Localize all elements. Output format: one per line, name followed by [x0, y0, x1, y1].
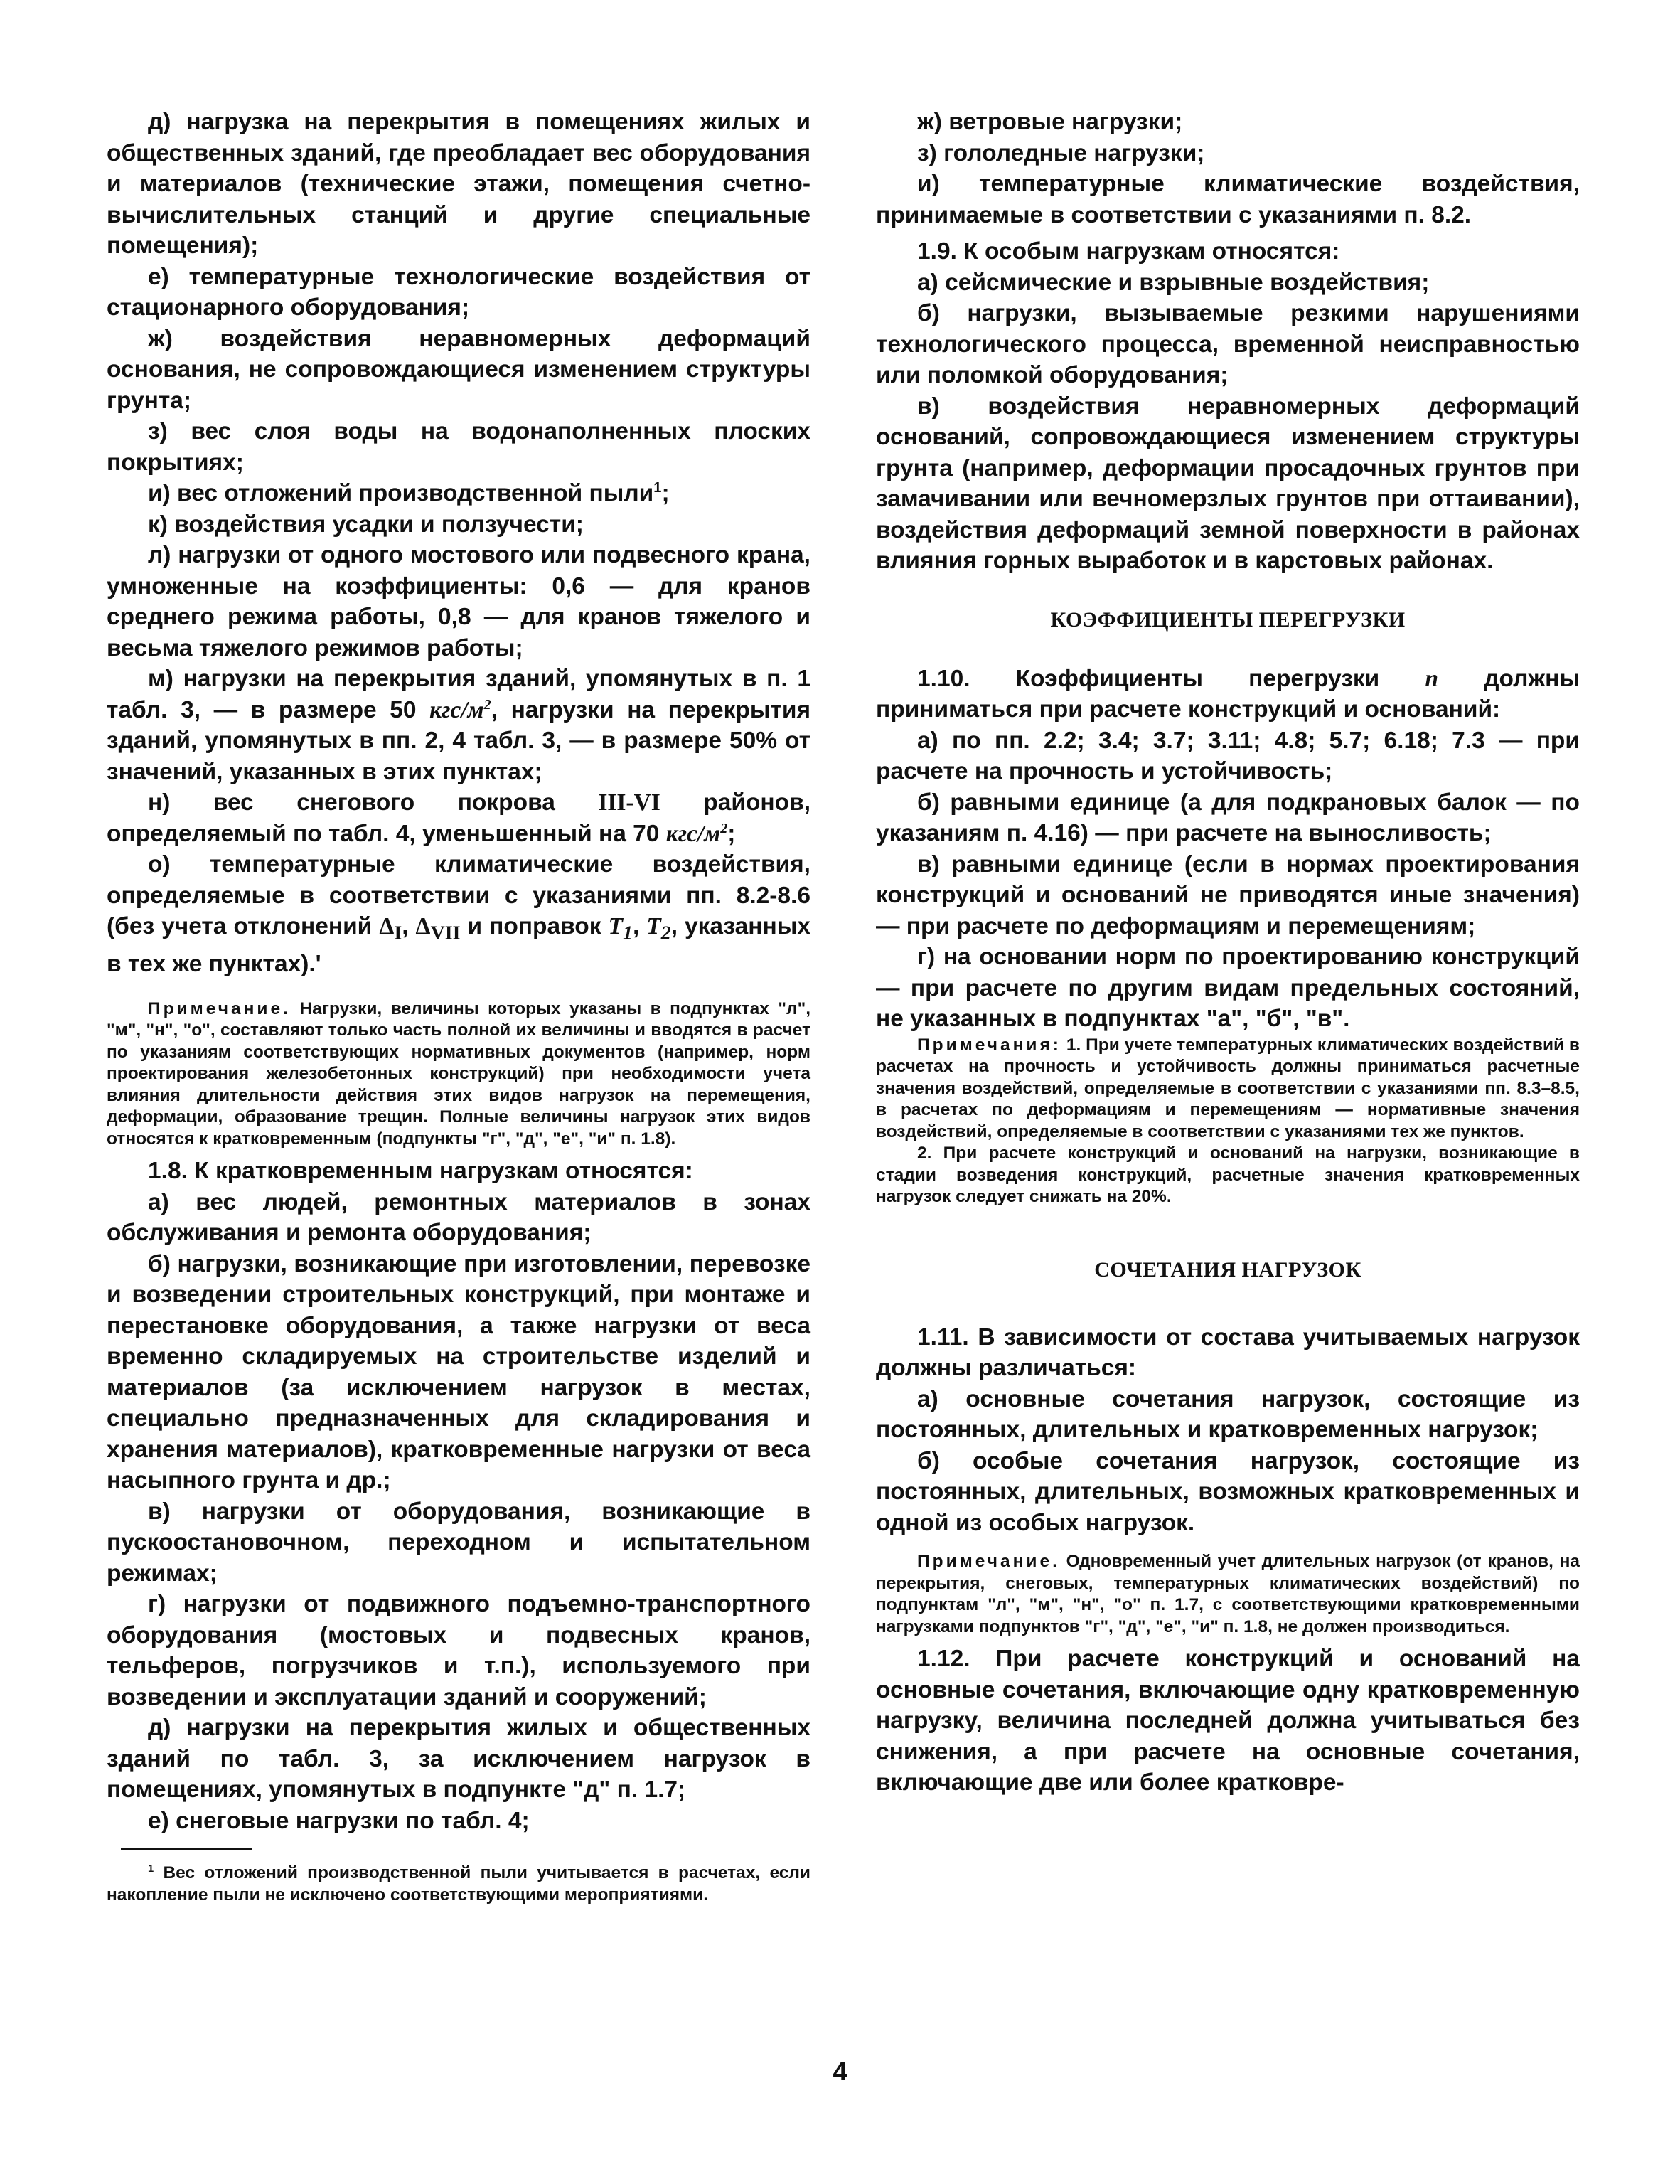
footnote	[107, 1863, 810, 1906]
left-column	[107, 107, 810, 1906]
item-i-dust	[107, 478, 810, 509]
item-1-8-b: б) нагрузки, возникающие при изготовлении, перевозке и возведении строительных конструкций, при монтаже и перестановке оборудования, а также нагрузки от веса временно складируемых на строительстве изделий и материалов (за исключением нагрузок в местах, специально предназначенных для складирования и хранения материалов), кратковременные нагрузки от веса насыпного грунта и др.;	[107, 1250, 810, 1494]
item-1-8-a: а) вес людей, ремонтных материалов в зонах обслуживания и ремонта оборудования;	[107, 1188, 810, 1247]
delta-1: $\Delta_I$	[379, 913, 402, 944]
item-z-ice: з) гололедные нагрузки;	[917, 139, 1205, 166]
footnote-marker: 1	[653, 479, 662, 496]
note-lead: Примечание.	[148, 998, 291, 1018]
item-zh-uneven-deform: ж) воздействия неравномерных деформаций основания, не сопровождающиеся изменением структуры грунта;	[107, 325, 810, 414]
note1-text: 1. При учете температурных климатических воздействий в расчетах на прочность и устойчивость должны приниматься расчетные значения воздействий, определяемые в соответствии с указаниями пп. 8.3–8.5, в расчетах по деформациям и перемещениям — нормативные значения воздействий, определяемые в соответствии с указаниями тех же пунктов.	[876, 1035, 1580, 1141]
item-1-9-b: б) нагрузки, вызываемые резкими нарушениями технологического процесса, временной неисправностью или поломкой оборудования;	[876, 300, 1580, 388]
clause-1-8	[107, 1156, 810, 1187]
footnote-rule	[121, 1848, 252, 1850]
note-1-7	[107, 998, 810, 1151]
item-o-climate: о) температурные климатические воздействия, определяемые в соответствии с указаниями пп. 8.2-8.6 (без учета отклонений $\Delta_I$, $\Delta_{VII}$ и поправок $T_1$, $T_2$, указанных в тех же пунктах).'	[107, 851, 811, 978]
item-m-unit: кгс/м	[429, 696, 484, 723]
item-m-a: м) нагрузки на перекрытия зданий, упомянутых в п. 1 табл. 3, — в размере 50	[107, 666, 810, 723]
clause-1-11	[876, 1322, 1580, 1384]
item-n-unit: кгс/м	[665, 820, 721, 847]
clause-1-9	[876, 236, 1580, 267]
clause-1-11-num: 1.11.	[917, 1323, 969, 1351]
item-1-10-b: б) равными единице (а для подкрановых балок — по указаниям п. 4.16) — при расчете на выносливость;	[876, 789, 1580, 846]
item-o-comma: ,	[402, 913, 409, 939]
item-l-crane: л) нагрузки от одного мостового или подвесного крана, умноженные на коэффициенты: 0,6 — для кранов среднего режима работы, 0,8 — для кранов тяжелого и весьма тяжелого режимов работы;	[107, 542, 810, 661]
item-1-8-g: г) нагрузки от подвижного подъемно-транспортного оборудования (мостовых и подвесных кранов, тельферов, погрузчиков и т.п.), используемого при возведении и эксплуатации зданий и сооружений;	[107, 1591, 810, 1710]
item-i-text: и) вес отложений производственной пыли	[148, 480, 654, 506]
clause-1-10	[876, 664, 1580, 725]
item-1-10-a: а) по пп. 2.2; 3.4; 3.7; 3.11; 4.8; 5.7; 6.18; 7.3 — при расчете на прочность и устойчивость;	[876, 727, 1580, 784]
item-1-9-a: а) сейсмические и взрывные воздействия;	[917, 269, 1430, 296]
item-o-b: и поправок	[467, 913, 601, 939]
item-1-10-v: в) равными единице (если в нормах проектирования конструкций и оснований не приводятся иные значения) — при расчете по деформациям и перемещениям;	[876, 851, 1580, 939]
item-d-heavy-floors: д) нагрузка на перекрытия в помещениях жилых и общественных зданий, где преобладает вес оборудования и материалов (технические этажи, помещения счетно-вычислительных станций и другие специальные помещения);	[107, 109, 810, 259]
item-i-end: ;	[661, 480, 670, 506]
clause-1-12	[876, 1644, 1580, 1799]
right-column	[876, 107, 1580, 1799]
note-1-10-2: 2. При расчете конструкций и оснований на нагрузки, возникающие в стадии возведения конструкций, расчетные значения кратковременных нагрузок следует снижать на 20%.	[876, 1144, 1580, 1206]
footnote-text: Вес отложений производственной пыли учитывается в расчетах, если накопление пыли не исключено соответствующими мероприятиями.	[107, 1863, 810, 1905]
item-1-8-d: д) нагрузки на перекрытия жилых и общественных зданий по табл. 3, за исключением нагрузок в помещениях, упомянутых в подпункте "д" п. 1.7;	[107, 1715, 810, 1804]
note3-text: Одновременный учет длительных нагрузок (от кранов, на перекрытия, снеговых, температурных климатических воздействий) по подпунктам "л", "м", "н", "о" п. 1.7, с соответствующими кратковременными нагрузками подпунктов "г", "д", "е", "и" п. 1.8, не должен производиться.	[876, 1552, 1580, 1636]
page-number: 4	[833, 2057, 847, 2086]
item-n-regions: III-VI	[598, 789, 660, 816]
item-o-a: о) температурные климатические воздействия, определяемые в соответствии с указаниями пп. 8.2-8.6 (без учета отклонений	[107, 851, 810, 939]
item-1-11-b: б) особые сочетания нагрузок, состоящие из постоянных, длительных, возможных кратковременных и одной из особых нагрузок.	[876, 1447, 1580, 1536]
clause-1-8-text: К кратковременным нагрузкам относятся:	[194, 1158, 693, 1185]
item-1-8-e: е) снеговые нагрузки по табл. 4;	[148, 1807, 530, 1834]
item-n-b: районов, определяемый по табл. 4, уменьшенный на 70	[107, 789, 810, 847]
clause-1-9-num: 1.9.	[917, 238, 957, 265]
item-m-sup: 2	[483, 696, 491, 713]
note-1-10-1	[876, 1035, 1580, 1144]
clause-1-10-b: должны приниматься при расчете конструкций и оснований:	[876, 665, 1580, 723]
item-m-b: , нагрузки на перекрытия зданий, упомянутых в пп. 2, 4 табл. 3, — в размере 50% от значений, указанных в этих пунктах;	[107, 696, 810, 785]
item-n-snow	[107, 787, 810, 849]
section-heading-combinations: СОЧЕТАНИЯ НАГРУЗОК	[1094, 1257, 1361, 1282]
clause-1-10-a: Коэффициенты перегрузки	[1015, 665, 1380, 692]
item-e-tech-thermal: е) температурные технологические воздействия от стационарного оборудования;	[107, 263, 810, 321]
clause-1-11-text: В зависимости от состава учитываемых нагрузок должны различаться:	[876, 1323, 1580, 1381]
t2-symbol: $T_2$	[646, 913, 671, 944]
item-m-floors	[107, 664, 810, 787]
item-1-11-a: а) основные сочетания нагрузок, состоящие из постоянных, длительных и кратковременных нагрузок;	[876, 1385, 1580, 1443]
item-1-10-g: г) на основании норм по проектированию конструкций — при расчете по другим видам предельных состояний, не указанных в подпунктах "а", "б", "в".	[876, 944, 1580, 1032]
item-n-c: ;	[727, 820, 736, 847]
item-i-climate: и) температурные климатические воздействия, принимаемые в соответствии с указаниями п. 8.2.	[876, 171, 1580, 228]
clause-1-9-text: К особым нагрузкам относятся:	[963, 238, 1340, 265]
footnote-number: 1	[148, 1863, 154, 1875]
note-1-11	[876, 1551, 1580, 1638]
note1-lead: Примечания:	[917, 1035, 1061, 1055]
note3-lead: Примечание.	[917, 1552, 1060, 1571]
clause-1-8-num: 1.8.	[148, 1158, 188, 1185]
item-n-a: н) вес снегового покрова	[148, 789, 555, 816]
delta-2: $\Delta_{VII}$	[415, 913, 461, 944]
section-heading-overload: КОЭФФИЦИЕНТЫ ПЕРЕГРУЗКИ	[1050, 607, 1406, 632]
item-z-water-layer: з) вес слоя воды на водонаполненных плоских покрытиях;	[107, 418, 810, 476]
item-zh-wind: ж) ветровые нагрузки;	[917, 109, 1183, 135]
item-k-shrinkage: к) воздействия усадки и ползучести;	[148, 511, 584, 538]
item-n-sup: 2	[720, 820, 728, 836]
item-o-c: , указанных в тех же пунктах).'	[107, 913, 811, 978]
clause-1-12-text: При расчете конструкций и оснований на основные сочетания, включающие одну кратковременную нагрузку, величина последней должна учитываться без снижения, а при расчете на основные сочетания, включающие две или более кратковре-	[876, 1646, 1580, 1796]
item-1-8-v: в) нагрузки от оборудования, возникающие в пускоостановочном, переходном и испытательном режимах;	[107, 1498, 810, 1587]
note-text: Нагрузки, величины которых указаны в подпунктах "л", "м", "н", "о", составляют только часть полной их величины и вводятся в расчет по указаниям соответствующих нормативных документов (например, норм проектирования железобетонных конструкций) при необходимости учета влияния длительности действия этих видов нагрузок на перемещения, деформации, образование трещин. Полные величины нагрузок этих видов относятся к кратковременным (подпункты "г", "д", "е", "и" п. 1.8).	[107, 998, 811, 1149]
clause-1-10-num: 1.10.	[917, 665, 970, 692]
clause-1-12-num: 1.12.	[917, 1646, 970, 1672]
n-symbol: n	[1425, 665, 1439, 692]
item-1-9-v: в) воздействия неравномерных деформаций оснований, сопровождающиеся изменением структуры грунта (например, деформации просадочных грунтов при замачивании или вечномерзлых грунтов при оттаивании), воздействия деформаций земной поверхности в районах влияния горных выработок и в карстовых районах.	[876, 393, 1580, 574]
t1-symbol: $T_1$	[608, 913, 633, 944]
